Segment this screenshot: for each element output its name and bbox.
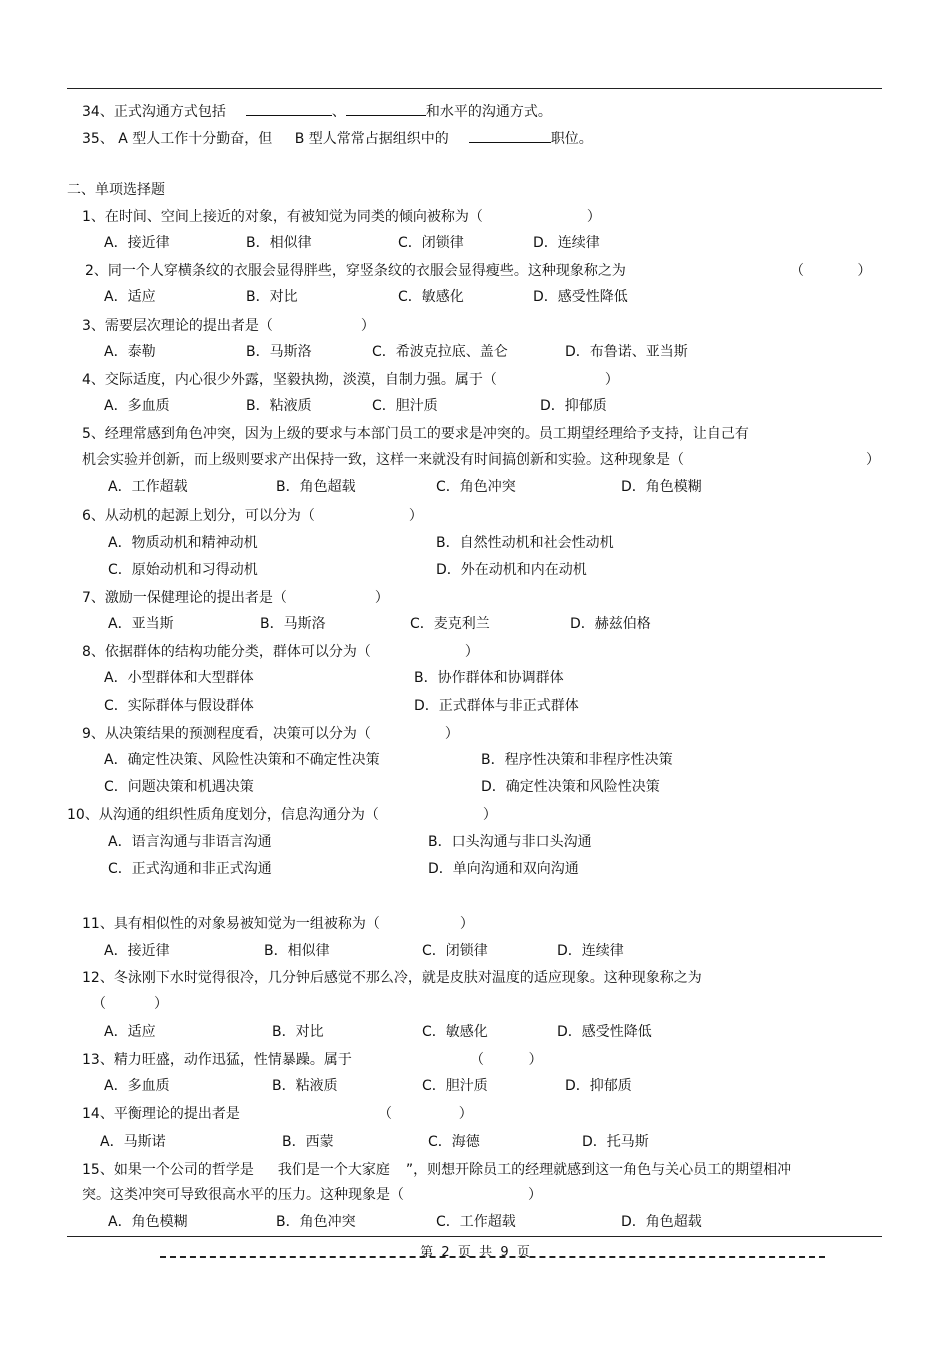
question-8 <box>82 643 479 661</box>
q3-stem: 3、需要层次理论的提出者是（ <box>82 318 273 334</box>
q15-stem2: 突。这类冲突可导致很高水平的压力。这种现象是（ <box>82 1187 404 1203</box>
question-7 <box>82 589 389 607</box>
q34-post: 和水平的沟通方式。 <box>425 104 552 120</box>
q1-option-d[interactable]: D．连续律 <box>533 235 600 251</box>
q10-stem: 10、从沟通的组织性质角度划分，信息沟通分为（ <box>67 807 379 823</box>
q35-text: 35、 A 型人工作十分勤奋，但 <box>82 131 273 147</box>
q14-option-a[interactable]: A．马斯诺 <box>100 1134 166 1150</box>
q2-option-d[interactable]: D．感受性降低 <box>533 289 628 305</box>
q9-bracket: ） <box>444 726 459 742</box>
q5-option-a[interactable]: A．工作超载 <box>108 479 188 495</box>
question-6 <box>82 507 423 525</box>
q14-option-b[interactable]: B．西蒙 <box>282 1134 334 1150</box>
q9-stem: 9、从决策结果的预测程度看，决策可以分为（ <box>82 726 371 742</box>
q11-option-a[interactable]: A．接近律 <box>104 943 170 959</box>
q12-option-c[interactable]: C．敏感化 <box>422 1024 488 1040</box>
question-11 <box>82 915 474 933</box>
q15-stem-c: ”，则想开除员工的经理就感到这一角色与关心员工的期望相冲 <box>405 1162 792 1178</box>
q34-sep: 、 <box>331 104 346 120</box>
q1-option-c[interactable]: C．闭锁律 <box>398 235 464 251</box>
q3-option-c[interactable]: C．希波克拉底、盖仑 <box>372 344 508 360</box>
q6-bracket: ） <box>408 508 423 524</box>
q8-option-b[interactable]: B．协作群体和协调群体 <box>414 670 564 686</box>
q8-option-c[interactable]: C．实际群体与假设群体 <box>104 698 254 714</box>
question-12: 12、冬泳刚下水时觉得很冷，几分钟后感觉不那么冷，就是皮肤对温度的适应现象。这种现象称之为 <box>82 970 702 986</box>
q3-option-d[interactable]: D．布鲁诺、亚当斯 <box>565 344 688 360</box>
q8-option-a[interactable]: A．小型群体和大型群体 <box>104 670 254 686</box>
q8-bracket: ） <box>464 644 479 660</box>
q5-option-b[interactable]: B．角色超载 <box>276 479 356 495</box>
q6-option-c[interactable]: C．原始动机和习得动机 <box>108 562 258 578</box>
question-12-cont <box>92 995 168 1013</box>
q35-blank[interactable] <box>469 128 551 143</box>
q1-option-a[interactable]: A．接近律 <box>104 235 170 251</box>
q4-option-d[interactable]: D．抑郁质 <box>540 398 607 414</box>
q12-option-a[interactable]: A．适应 <box>104 1024 156 1040</box>
q7-stem: 7、激励一保健理论的提出者是（ <box>82 590 287 606</box>
q4-option-b[interactable]: B．粘液质 <box>246 398 312 414</box>
q13-option-c[interactable]: C．胆汁质 <box>422 1078 488 1094</box>
q15-bracket: ） <box>528 1187 542 1203</box>
q9-option-d[interactable]: D．确定性决策和风险性决策 <box>481 779 660 795</box>
q10-option-d[interactable]: D．单向沟通和双向沟通 <box>428 861 579 877</box>
q6-option-a[interactable]: A．物质动机和精神动机 <box>108 535 258 551</box>
q12-bracket-open: （ <box>92 996 106 1012</box>
q2-option-c[interactable]: C．敏感化 <box>398 289 464 305</box>
q14-option-c[interactable]: C．海德 <box>428 1134 480 1150</box>
q2-option-b[interactable]: B．对比 <box>246 289 298 305</box>
q2-bracket: （ ） <box>790 263 872 279</box>
q1-bracket: ） <box>586 209 601 225</box>
q15-option-d[interactable]: D．角色超载 <box>621 1214 702 1230</box>
dashed-separator <box>160 1256 825 1258</box>
q4-option-c[interactable]: C．胆汁质 <box>372 398 438 414</box>
q11-stem: 11、具有相似性的对象易被知觉为一组被称为（ <box>82 916 380 932</box>
q35-post: 职位。 <box>550 131 593 147</box>
q11-option-c[interactable]: C．闭锁律 <box>422 943 488 959</box>
q15-stem-a: 15、如果一个公司的哲学是 <box>82 1162 254 1178</box>
q7-bracket: ） <box>374 590 389 606</box>
question-4 <box>82 371 619 389</box>
q11-bracket: ） <box>459 916 474 932</box>
q6-option-d[interactable]: D．外在动机和内在动机 <box>436 562 587 578</box>
q9-option-c[interactable]: C．问题决策和机遇决策 <box>104 779 254 795</box>
question-15-cont <box>82 1186 542 1204</box>
q1-stem: 1、在时间、空间上接近的对象，有被知觉为同类的倾向被称为（ <box>82 209 483 225</box>
q14-bracket: （ ） <box>378 1106 473 1122</box>
question-35 <box>82 128 593 148</box>
bottom-rule <box>67 1236 882 1237</box>
q2-option-a[interactable]: A．适应 <box>104 289 156 305</box>
q3-bracket: ） <box>360 318 375 334</box>
question-34 <box>82 101 552 121</box>
page-footer: 第 2 页 共 9 页 <box>420 1245 530 1260</box>
question-5-cont: 机会实验并创新，而上级则要求产出保持一致，这样一来就没有时间搞创新和实验。这种现象是（ <box>82 452 684 468</box>
question-13: 13、精力旺盛，动作迅猛，性情暴躁。属于 <box>82 1052 352 1068</box>
section-title: 二、单项选择题 <box>67 182 165 198</box>
question-1 <box>82 208 601 226</box>
q3-option-a[interactable]: A．泰勒 <box>104 344 156 360</box>
q7-option-d[interactable]: D．赫兹伯格 <box>570 616 651 632</box>
q9-option-b[interactable]: B．程序性决策和非程序性决策 <box>481 752 673 768</box>
q1-option-b[interactable]: B．相似律 <box>246 235 312 251</box>
q13-option-b[interactable]: B．粘液质 <box>272 1078 338 1094</box>
question-15 <box>82 1161 791 1179</box>
q34-text: 34、正式沟通方式包括 <box>82 104 226 120</box>
question-3 <box>82 317 375 335</box>
q4-option-a[interactable]: A．多血质 <box>104 398 170 414</box>
q2-stem: 2、同一个人穿横条纹的衣服会显得胖些，穿竖条纹的衣服会显得瘦些。这种现象称之为 <box>85 263 626 279</box>
q6-stem: 6、从动机的起源上划分，可以分为（ <box>82 508 315 524</box>
q12-option-d[interactable]: D．感受性降低 <box>557 1024 652 1040</box>
q3-option-b[interactable]: B．马斯洛 <box>246 344 312 360</box>
q15-option-a[interactable]: A．角色模糊 <box>108 1214 188 1230</box>
q14-option-d[interactable]: D．托马斯 <box>582 1134 649 1150</box>
q15-option-b[interactable]: B．角色冲突 <box>276 1214 356 1230</box>
q13-bracket: （ ） <box>470 1052 543 1068</box>
q4-stem: 4、交际适度，内心很少外露，坚毅执拗，淡漠，自制力强。属于（ <box>82 372 497 388</box>
question-14: 14、平衡理论的提出者是 <box>82 1106 240 1122</box>
q15-option-c[interactable]: C．工作超载 <box>436 1214 516 1230</box>
q34-blank-1[interactable] <box>246 101 332 116</box>
q8-option-d[interactable]: D．正式群体与非正式群体 <box>414 698 579 714</box>
question-9 <box>82 725 459 743</box>
top-rule <box>67 88 882 89</box>
q4-bracket: ） <box>604 372 619 388</box>
q11-option-d[interactable]: D．连续律 <box>557 943 624 959</box>
q13-option-d[interactable]: D．抑郁质 <box>565 1078 632 1094</box>
q7-option-c[interactable]: C．麦克利兰 <box>410 616 490 632</box>
q6-option-b[interactable]: B．自然性动机和社会性动机 <box>436 535 614 551</box>
q7-option-a[interactable]: A．亚当斯 <box>108 616 174 632</box>
q7-option-b[interactable]: B．马斯洛 <box>260 616 326 632</box>
question-2 <box>85 262 626 280</box>
q12-bracket-close: ） <box>154 996 168 1012</box>
q11-option-b[interactable]: B．相似律 <box>264 943 330 959</box>
q10-bracket: ） <box>482 807 497 823</box>
q34-blank-2[interactable] <box>346 101 426 116</box>
q5-bracket: ） <box>866 452 880 468</box>
q12-option-b[interactable]: B．对比 <box>272 1024 324 1040</box>
q10-option-b[interactable]: B．口头沟通与非口头沟通 <box>428 834 592 850</box>
q10-option-a[interactable]: A．语言沟通与非语言沟通 <box>108 834 272 850</box>
q13-option-a[interactable]: A．多血质 <box>104 1078 170 1094</box>
q35-mid: B 型人常常占据组织中的 <box>294 131 449 147</box>
q5-option-c[interactable]: C．角色冲突 <box>436 479 516 495</box>
q5-option-d[interactable]: D．角色模糊 <box>621 479 702 495</box>
question-10 <box>67 806 497 824</box>
q9-option-a[interactable]: A．确定性决策、风险性决策和不确定性决策 <box>104 752 380 768</box>
q15-stem-b: 我们是一个大家庭 <box>277 1162 390 1178</box>
question-5: 5、经理常感到角色冲突，因为上级的要求与本部门员工的要求是冲突的。员工期望经理给予支持，让自己有 <box>82 426 749 442</box>
q10-option-c[interactable]: C．正式沟通和非正式沟通 <box>108 861 272 877</box>
q8-stem: 8、依据群体的结构功能分类，群体可以分为（ <box>82 644 371 660</box>
